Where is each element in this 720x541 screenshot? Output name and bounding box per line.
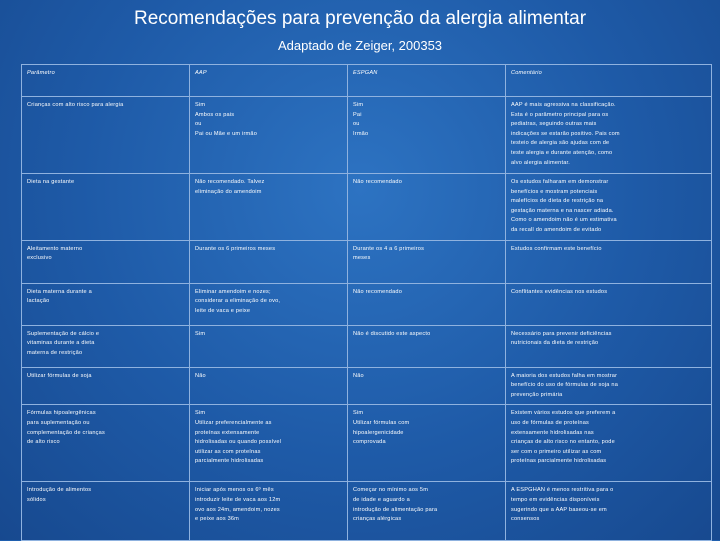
cell-espgan: Não é discutido este aspecto	[348, 325, 506, 367]
cell-parameter: Fórmulas hipoalergênicas para suplementação ou complementação de crianças de alto risco	[22, 405, 190, 482]
recommendations-table	[21, 64, 712, 541]
cell-aap: Não recomendado. Talvez eliminação do amendoim	[190, 174, 348, 241]
header-espgan: ESPGAN	[348, 65, 506, 97]
slide-subtitle: Adaptado de Zeiger, 200353	[277, 38, 443, 53]
cell-aap: Durante os 6 primeiros meses	[190, 240, 348, 283]
table-header-row	[22, 65, 712, 97]
cell-aap: Eliminar amendoim e nozes; considerar a eliminação de ovo, leite de vaca e peixe	[190, 283, 348, 325]
cell-parameter: Aleitamento materno exclusivo	[22, 240, 190, 283]
table-row	[22, 482, 712, 541]
cell-espgan: Não recomendado	[348, 283, 506, 325]
cell-comment: Necessário para prevenir deficiências nutricionais da dieta de restrição	[506, 325, 712, 367]
cell-comment: A ESPGHAN é menos restritiva para o tempo em evidências disponíveis sugerindo que a AAP baseou-se em consensos	[506, 482, 712, 541]
table-row	[22, 405, 712, 482]
header-comentario: Comentário	[506, 65, 712, 97]
cell-espgan: Sim Utilizar fórmulas com hipoalergenicidade comprovada	[348, 405, 506, 482]
cell-parameter: Suplementação de cálcio e vitaminas durante a dieta materna de restrição	[22, 325, 190, 367]
cell-comment: Conflitantes evidências nos estudos	[506, 283, 712, 325]
table-row	[22, 240, 712, 283]
cell-parameter: Dieta na gestante	[22, 174, 190, 241]
cell-comment: Os estudos falharam em demonstrar benefícios e mostram potenciais malefícios de dieta de restrição na gestação materna e na nascer adiada. Como o amendoim não é um estimativa da recall do amendoim de evitado	[506, 174, 712, 241]
cell-aap: Sim	[190, 325, 348, 367]
cell-aap: Iniciar após menos os 6º mês introduzir leite de vaca aos 12m ovo aos 24m, amendoim, nozes e peixe aos 36m	[190, 482, 348, 541]
cell-aap: Sim Ambos os pais ou Pai ou Mãe e um irmão	[190, 97, 348, 174]
cell-parameter: Crianças com alto risco para alergia	[22, 97, 190, 174]
header-aap: AAP	[190, 65, 348, 97]
cell-espgan: Não recomendado	[348, 174, 506, 241]
cell-comment: Estudos confirmam este benefício	[506, 240, 712, 283]
cell-comment: Existem vários estudos que preferem a uso de fórmulas de proteínas extensamente hidrolisadas nas crianças de alto risco no entanto, pode ser com o primeiro utilizar as com proteínas parcialmente hidrolisadas	[506, 405, 712, 482]
cell-comment: AAP é mais agressiva na classificação. Esta é o parâmetro principal para os pediatras, seguindo outras mais indicações se estarão positivo. Pais com testeio de alergia são ajudas com de teste alergia e durante atenção, como alvo alergia alimentar.	[506, 97, 712, 174]
table-row	[22, 174, 712, 241]
cell-aap: Não	[190, 367, 348, 405]
cell-espgan: Não	[348, 367, 506, 405]
slide-title: Recomendações para prevenção da alergia alimentar	[133, 8, 587, 29]
cell-aap: Sim Utilizar preferencialmente as proteínas extensamente hidrolisadas ou quando possível utilizar as com proteínas parcialmente hidrolisadas	[190, 405, 348, 482]
table-row	[22, 283, 712, 325]
cell-parameter: Utilizar fórmulas de soja	[22, 367, 190, 405]
cell-espgan: Começar no mínimo aos 5m de idade e aguardo a introdução de alimentação para crianças alérgicas	[348, 482, 506, 541]
table-row	[22, 325, 712, 367]
cell-comment: A maioria dos estudos falha em mostrar benefício do uso de fórmulas de soja na prevenção primária	[506, 367, 712, 405]
cell-espgan: Sim Pai ou Irmão	[348, 97, 506, 174]
cell-espgan: Durante os 4 a 6 primeiros meses	[348, 240, 506, 283]
table-row	[22, 97, 712, 174]
table-row	[22, 367, 712, 405]
cell-parameter: Introdução de alimentos sólidos	[22, 482, 190, 541]
cell-parameter: Dieta materna durante a lactação	[22, 283, 190, 325]
header-parametro: Parâmetro	[22, 65, 190, 97]
